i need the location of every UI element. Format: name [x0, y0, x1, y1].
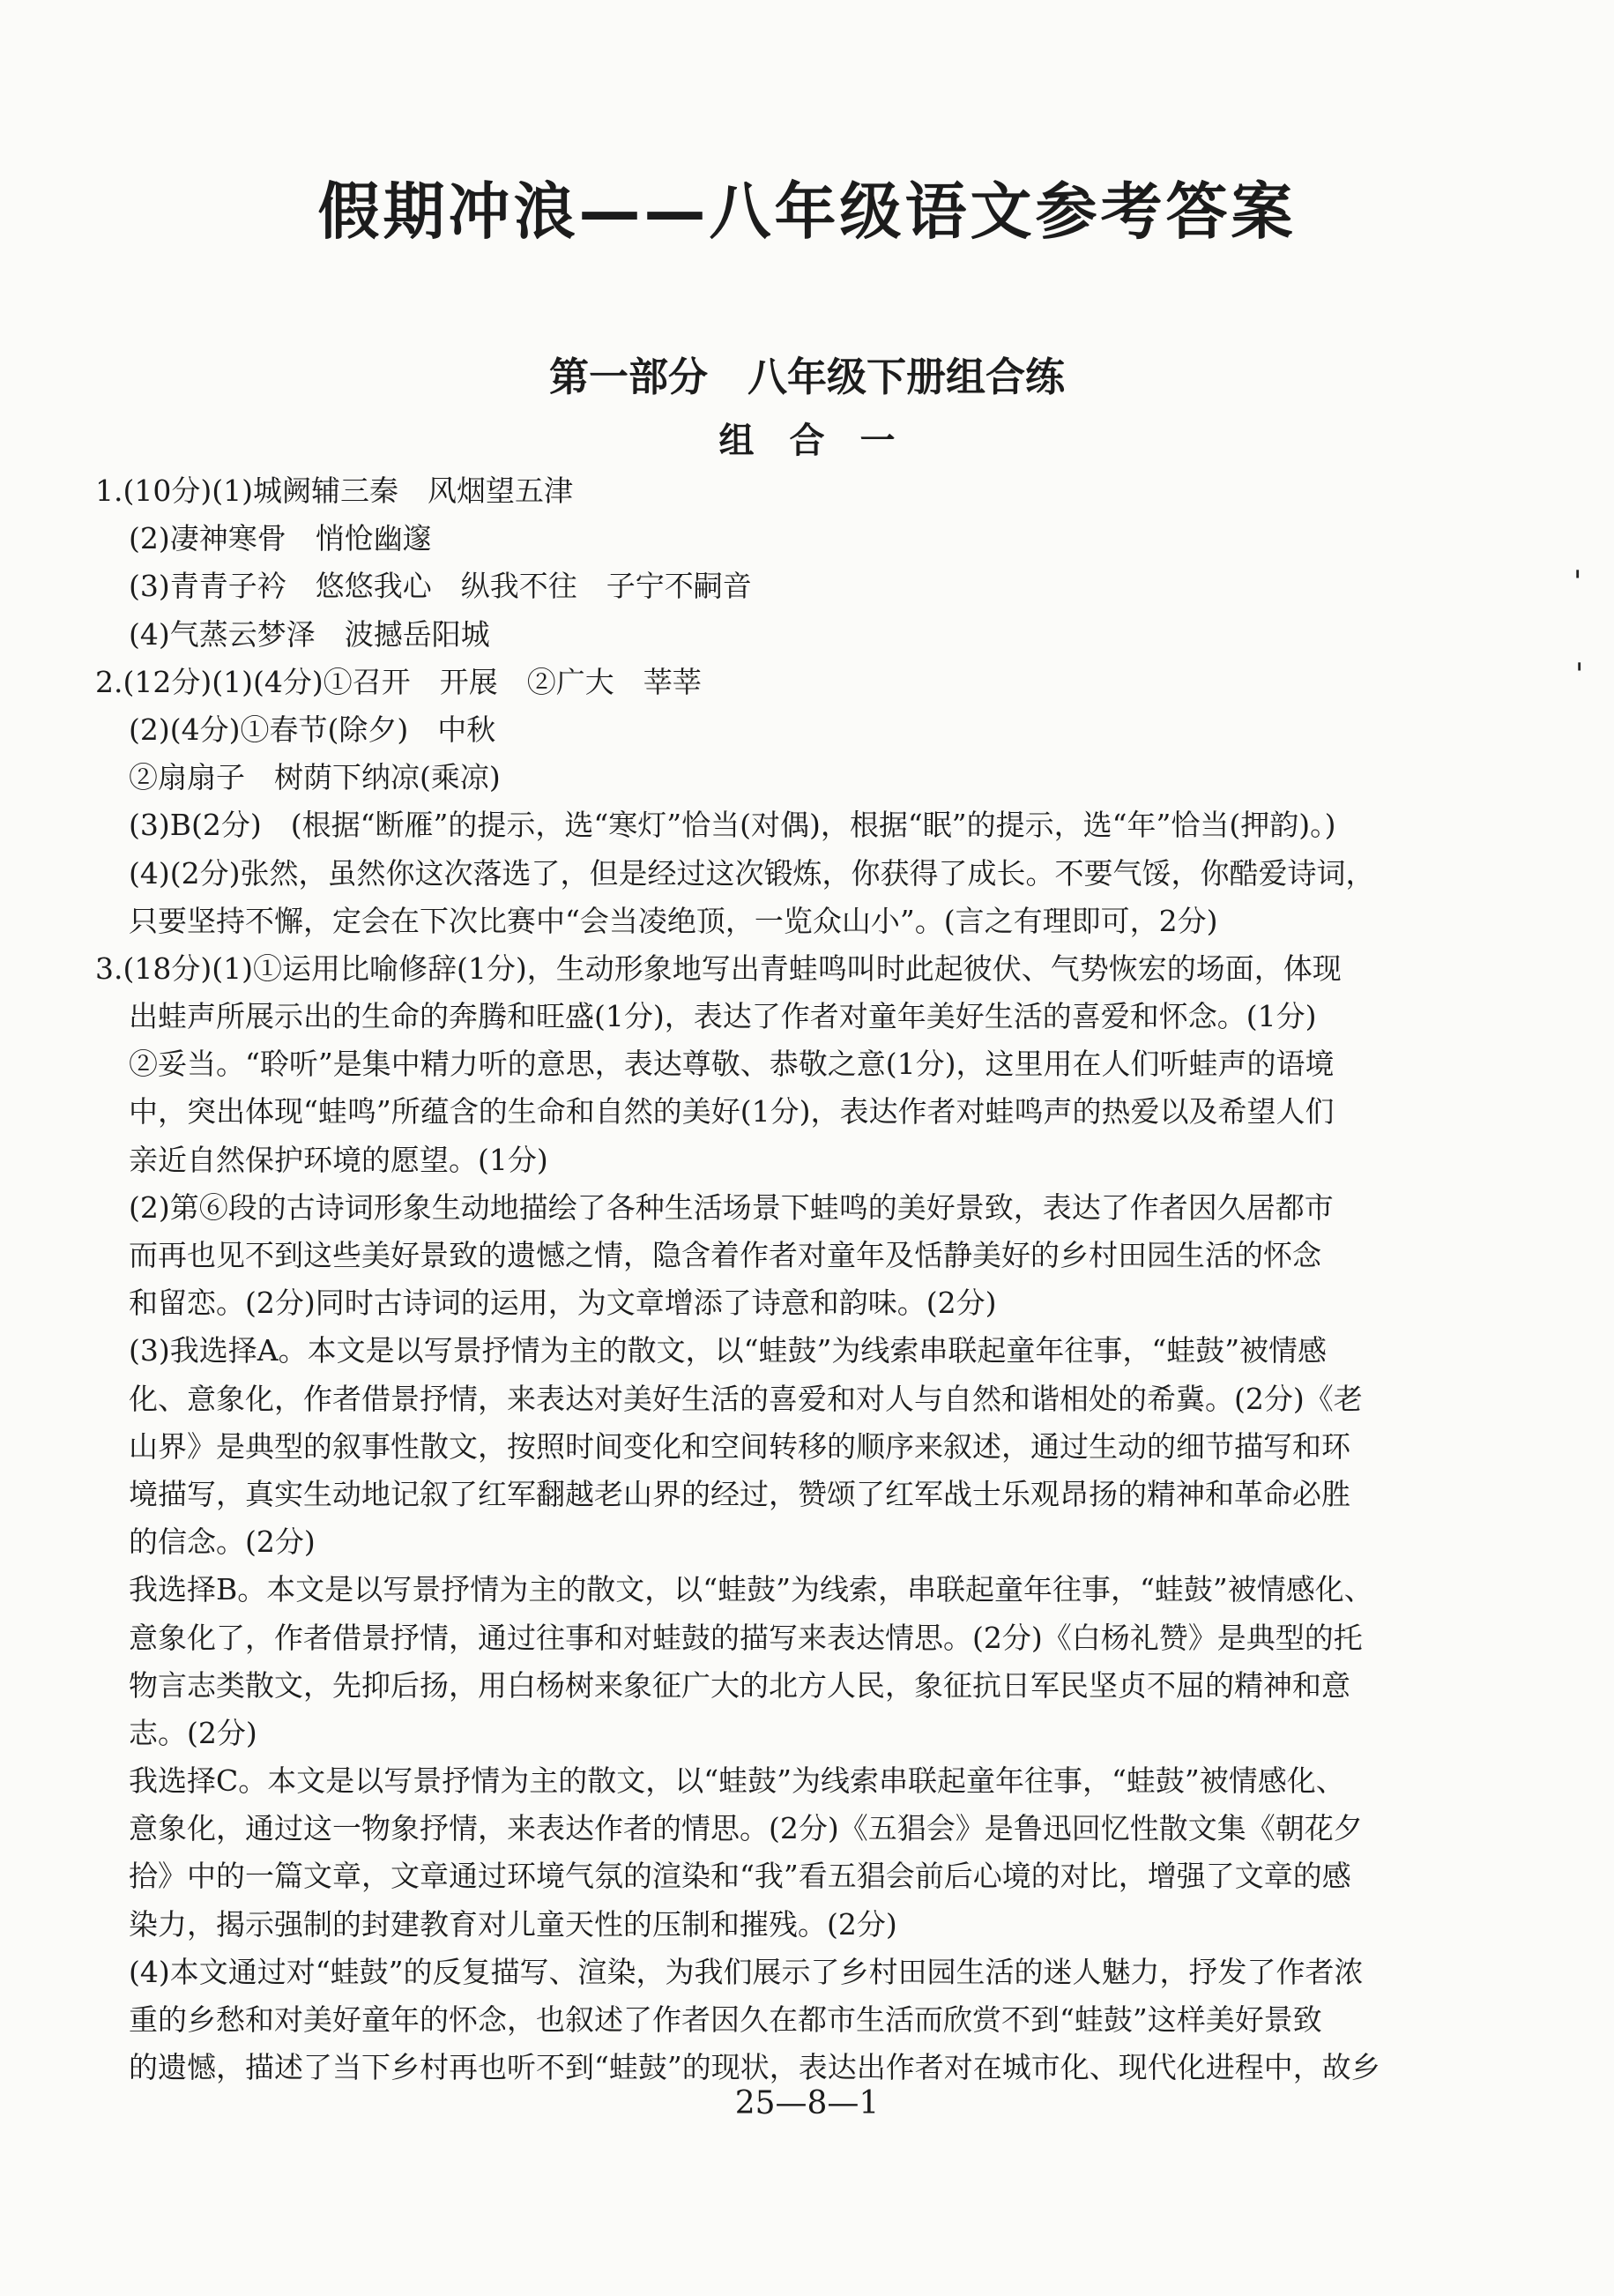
text-line: ②妥当。“聆听”是集中精力听的意思，表达尊敬、恭敬之意(1分)，这里用在人们听蛙声的语境: [129, 1047, 1335, 1082]
text-line: 而再也见不到这些美好景致的遗憾之情，隐含着作者对童年及恬静美好的乡村田园生活的怀念: [129, 1238, 1321, 1272]
text-line: 意象化，通过这一物象抒情，来表达作者的情思。(2分)《五猖会》是鲁迅回忆性散文集《朝花夕: [129, 1811, 1363, 1846]
page-title: 假期冲浪——八年级语文参考答案: [317, 175, 1297, 248]
text-line: 志。(2分): [129, 1715, 257, 1750]
text-line: 和留恋。(2分)同时古诗词的运用，为文章增添了诗意和韵味。(2分): [129, 1286, 997, 1321]
margin-mark: ': [1573, 564, 1582, 600]
text-line: (2)凄神寒骨 悄怆幽邃: [129, 521, 432, 556]
text-line: 我选择B。本文是以写景抒情为主的散文，以“蛙鼓”为线索，串联起童年往事，“蛙鼓”被情感化、: [129, 1572, 1373, 1607]
text-line: ②扇扇子 树荫下纳凉(乘凉): [129, 760, 501, 795]
text-line: 3.(18分)(1)①运用比喻修辞(1分)，生动形象地写出青蛙鸣叫时此起彼伏、气势恢宏的场面，体现: [95, 950, 1342, 986]
text-line: 我选择C。本文是以写景抒情为主的散文，以“蛙鼓”为线索串联起童年往事，“蛙鼓”被情感化、: [129, 1763, 1345, 1799]
text-line: (3)我选择A。本文是以写景抒情为主的散文，以“蛙鼓”为线索串联起童年往事，“蛙鼓”被情感: [129, 1333, 1328, 1368]
text-line: 出蛙声所展示出的生命的奔腾和旺盛(1分)，表达了作者对童年美好生活的喜爱和怀念。(1分): [129, 999, 1317, 1034]
text-line: 境描写，真实生动地记叙了红军翻越老山界的经过，赞颂了红军战士乐观昂扬的精神和革命必胜: [129, 1476, 1350, 1511]
text-line: 山界》是典型的叙事性散文，按照时间变化和空间转移的顺序来叙述，通过生动的细节描写和环: [129, 1428, 1350, 1464]
text-line: (3)青青子衿 悠悠我心 纵我不往 子宁不嗣音: [129, 569, 752, 604]
text-line: 中，突出体现“蛙鸣”所蕴含的生命和自然的美好(1分)，表达作者对蛙鸣声的热爱以及希望人们: [129, 1094, 1335, 1129]
text-line: 物言志类散文，先抑后扬，用白杨树来象征广大的北方人民，象征抗日军民坚贞不屈的精神和意: [129, 1667, 1350, 1703]
text-line: (4)气蒸云梦泽 波撼岳阳城: [129, 616, 490, 652]
text-line: 意象化了，作者借景抒情，通过往事和对蛙鼓的描写来表达情思。(2分)《白杨礼赞》是典型的托: [129, 1620, 1363, 1655]
text-line: (3)B(2分) (根据“断雁”的提示，选“寒灯”恰当(对偶)，根据“眠”的提示，选“年”恰当(押韵)。): [129, 808, 1336, 843]
page-number: 25—8—1: [734, 2085, 880, 2121]
text-line: 化、意象化，作者借景抒情，来表达对美好生活的喜爱和对人与自然和谐相处的希冀。(2分)《老: [129, 1381, 1363, 1416]
text-line: 亲近自然保护环境的愿望。(1分): [129, 1142, 548, 1177]
text-line: 的信念。(2分): [129, 1524, 316, 1560]
text-line: (2)(4分)①春节(除夕) 中秋: [129, 712, 496, 747]
answer-body: [95, 467, 1506, 2091]
margin-mark: ': [1575, 657, 1584, 692]
text-line: (4)(2分)张然，虽然你这次落选了，但是经过这次锻炼，你获得了成长。不要气馁，你酷爱诗词，: [129, 855, 1375, 891]
text-line: 只要坚持不懈，定会在下次比赛中“会当凌绝顶，一览众山小”。(言之有理即可，2分): [129, 903, 1218, 938]
text-line: 的遗憾，描述了当下乡村再也听不到“蛙鼓”的现状，表达出作者对在城市化、现代化进程中，故乡: [129, 2050, 1380, 2085]
section-title: 第一部分 八年级下册组合练: [548, 354, 1065, 400]
text-line: 1.(10分)(1)城阙辅三秦 风烟望五津: [95, 473, 573, 508]
text-line: 2.(12分)(1)(4分)①召开 开展 ②广大 莘莘: [95, 664, 702, 699]
text-line: (4)本文通过对“蛙鼓”的反复描写、渲染，为我们展示了乡村田园生活的迷人魅力，抒发了作者浓: [129, 1954, 1364, 1989]
group-title: 组合一: [718, 421, 931, 461]
text-line: 染力，揭示强制的封建教育对儿童天性的压制和摧残。(2分): [129, 1906, 897, 1942]
text-line: 拾》中的一篇文章，文章通过环境气氛的渲染和“我”看五猖会前后心境的对比，增强了文章的感: [129, 1859, 1351, 1894]
text-line: 重的乡愁和对美好童年的怀念，也叙述了作者因久在都市生活而欣赏不到“蛙鼓”这样美好景致: [129, 2002, 1322, 2037]
text-line: (2)第⑥段的古诗词形象生动地描绘了各种生活场景下蛙鸣的美好景致，表达了作者因久居都市: [129, 1189, 1334, 1225]
